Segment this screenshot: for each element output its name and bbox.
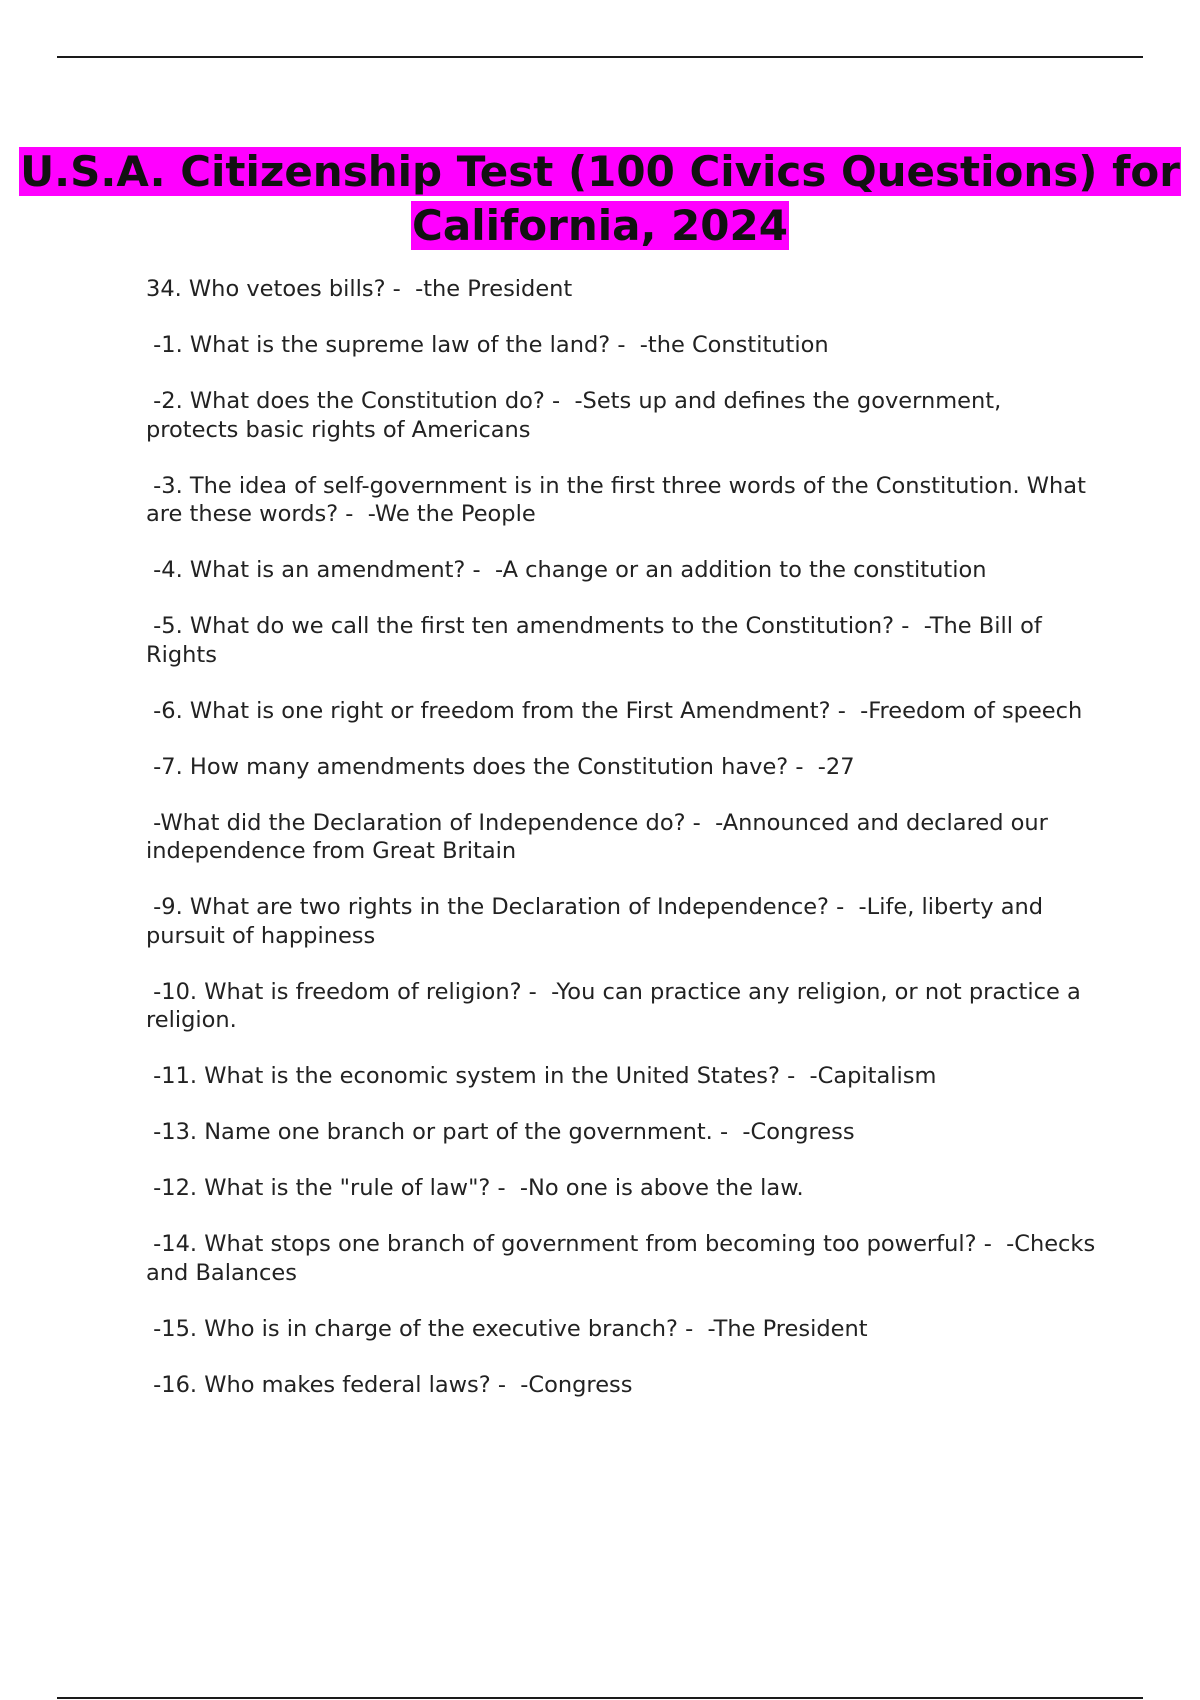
qa-item: -14. What stops one branch of government from becoming too powerful? - -Checks and Balances <box>146 1231 1103 1286</box>
qa-item: -2. What does the Constitution do? - -Sets up and defines the government, protects basic rights of Americans <box>146 388 1009 443</box>
qa-item: -5. What do we call the first ten amendments to the Constitution? - -The Bill of Rights <box>146 613 1049 668</box>
qa-item: 34. Who vetoes bills? - -the President <box>146 276 573 302</box>
qa-item: -1. What is the supreme law of the land? - -the Constitution <box>146 332 829 358</box>
top-divider <box>57 56 1143 58</box>
qa-item: -7. How many amendments does the Constitution have? - -27 <box>146 753 855 780</box>
question-list <box>146 275 1103 1427</box>
document-title: U.S.A. Citizenship Test (100 Civics Questions) for California, 2024 <box>20 147 1180 250</box>
qa-item: -3. The idea of self-government is in the first three words of the Constitution. What are these words? - -We the People <box>146 472 1094 527</box>
qa-item: -13. Name one branch or part of the government. - -Congress <box>146 1119 855 1145</box>
title-block <box>0 145 1200 253</box>
qa-item: -10. What is freedom of religion? - -You can practice any religion, or not practice a religion. <box>146 978 1088 1033</box>
qa-item: -What did the Declaration of Independence do? - -Announced and declared our independence from Great Britain <box>146 809 1056 864</box>
qa-item: -11. What is the economic system in the United States? - -Capitalism <box>146 1063 937 1089</box>
qa-item: -6. What is one right or freedom from the First Amendment? - -Freedom of speech <box>146 697 1083 724</box>
qa-item: -12. What is the "rule of law"? - -No one is above the law. <box>146 1175 804 1201</box>
qa-item: -16. Who makes federal laws? - -Congress <box>146 1371 633 1398</box>
qa-item: -15. Who is in charge of the executive branch? - -The President <box>146 1315 868 1342</box>
qa-item: -9. What are two rights in the Declaration of Independence? - -Life, liberty and pursuit of happiness <box>146 894 1051 949</box>
qa-item: -4. What is an amendment? - -A change or an addition to the constitution <box>146 557 987 583</box>
bottom-divider <box>57 1697 1143 1699</box>
